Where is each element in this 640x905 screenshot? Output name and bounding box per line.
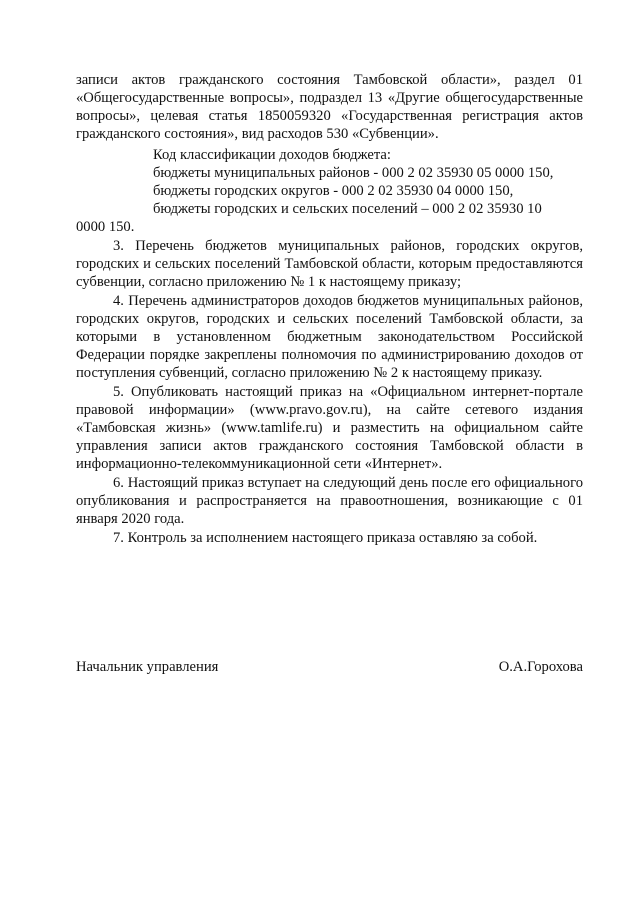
classification-line-municipal: бюджеты муниципальных районов - 000 2 02 35930 05 0000 150, <box>153 165 554 181</box>
signatory-name: О.А.Горохова <box>498 659 583 675</box>
classification-block <box>76 146 583 236</box>
item-5: 5. Опубликовать настоящий приказ на «Официальном интернет-портале правовой информации» (www.pravo.gov.ru), на сайте сетевого издания «Тамбовская жизнь» (www.tamlife.ru) и разместить на официальном сайте управления записи актов гражданского состояния Тамбовской области в информационно-телекоммуникационной сети «Интернет». <box>76 384 583 472</box>
item-3: 3. Перечень бюджетов муниципальных районов, городских округов, городских и сельских поселений Тамбовской области, которым предоставляются субвенции, согласно приложению № 1 к настоящему приказу; <box>76 238 583 290</box>
signatory-position: Начальник управления <box>76 659 219 675</box>
document-body <box>76 71 583 547</box>
classification-line-urban: бюджеты городских округов - 000 2 02 35930 04 0000 150, <box>153 183 514 199</box>
signature-block <box>76 658 583 676</box>
classification-heading: Код классификации доходов бюджета: <box>153 147 391 163</box>
item-7: 7. Контроль за исполнением настоящего приказа оставляю за собой. <box>113 530 538 546</box>
item-4: 4. Перечень администраторов доходов бюджетов муниципальных районов, городских округов, городских и сельских поселений Тамбовской области, за которыми в установленном бюджетным законодательством Российской Федерации порядке закреплены полномочия по администрированию доходов от поступления субвенций, согласно приложению № 2 к настоящему приказу. <box>76 293 583 381</box>
intro-paragraph: записи актов гражданского состояния Тамбовской области», раздел 01 «Общегосударственные вопросы», подраздел 13 «Другие общегосударственные вопросы», целевая статья 1850059320 «Государственная регистрация актов гражданского состояния», вид расходов 530 «Субвенции». <box>76 72 583 142</box>
classification-tail: 0000 150. <box>76 219 135 235</box>
item-6: 6. Настоящий приказ вступает на следующий день после его официального опубликования и распространяется на правоотношения, возникающие с 01 января 2020 года. <box>76 475 583 527</box>
classification-line-settlements: бюджеты городских и сельских поселений – 000 2 02 35930 10 <box>153 201 542 217</box>
